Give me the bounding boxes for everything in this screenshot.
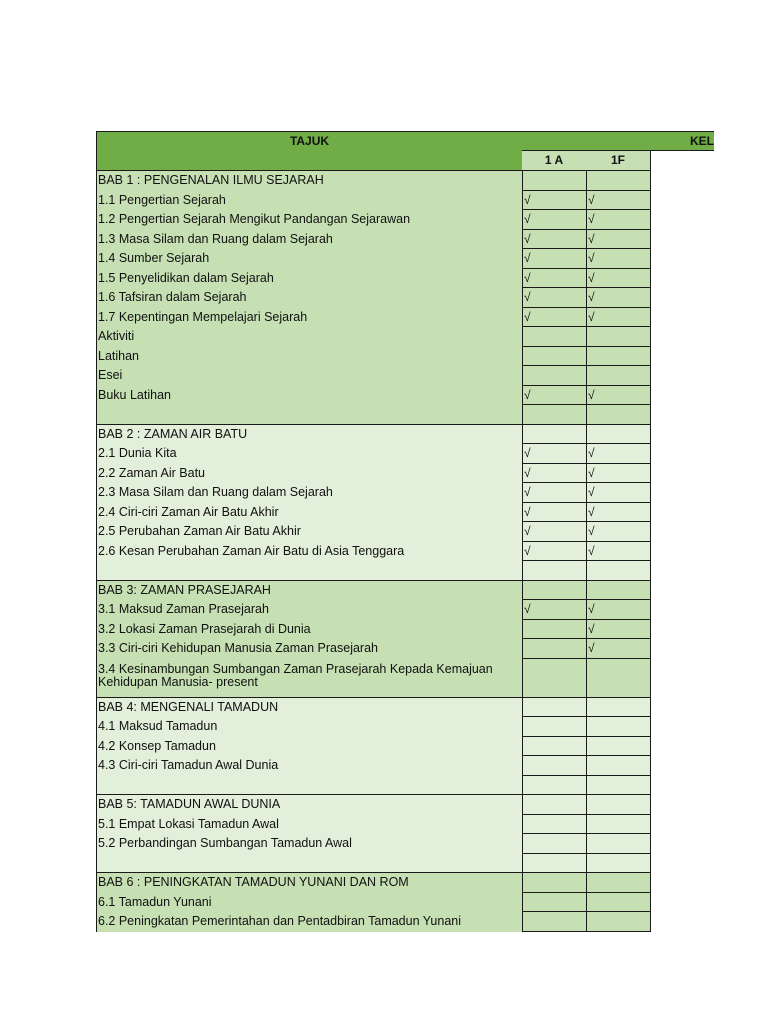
header-kelas-label: KEL bbox=[690, 134, 714, 148]
class-1a-cell[interactable] bbox=[522, 620, 587, 640]
topic-cell[interactable] bbox=[96, 405, 523, 425]
table-row bbox=[96, 425, 651, 445]
class-1f-cell[interactable]: √ bbox=[586, 522, 651, 542]
class-1a-cell[interactable]: √ bbox=[522, 210, 587, 230]
class-1a-cell[interactable]: √ bbox=[522, 269, 587, 289]
table-row bbox=[96, 815, 651, 835]
class-1f-cell[interactable] bbox=[586, 171, 651, 191]
table-row bbox=[96, 873, 651, 893]
table-row bbox=[96, 464, 651, 484]
topic-cell[interactable]: 4.3 Ciri-ciri Tamadun Awal Dunia bbox=[96, 756, 523, 776]
class-1f-cell[interactable] bbox=[586, 834, 651, 854]
class-1f-cell[interactable] bbox=[586, 698, 651, 718]
header-kelas[interactable] bbox=[522, 131, 714, 151]
table-row bbox=[96, 249, 651, 269]
topic-cell[interactable]: 2.5 Perubahan Zaman Air Batu Akhir bbox=[96, 522, 523, 542]
class-1f-cell[interactable] bbox=[586, 912, 651, 932]
topic-cell[interactable]: Buku Latihan bbox=[96, 386, 523, 406]
class-1a-cell[interactable] bbox=[522, 171, 587, 191]
table-row bbox=[96, 795, 651, 815]
table-row bbox=[96, 269, 651, 289]
topic-cell[interactable]: 2.2 Zaman Air Batu bbox=[96, 464, 523, 484]
topic-cell[interactable]: Aktiviti bbox=[96, 327, 523, 347]
class-1a-cell[interactable]: √ bbox=[522, 522, 587, 542]
table-row bbox=[96, 405, 651, 425]
topic-cell[interactable]: 1.2 Pengertian Sejarah Mengikut Pandangan Sejarawan bbox=[96, 210, 523, 230]
class-1a-cell[interactable]: √ bbox=[522, 600, 587, 620]
table-row bbox=[96, 347, 651, 367]
class-1a-cell[interactable] bbox=[522, 327, 587, 347]
class-1a-cell[interactable] bbox=[522, 698, 587, 718]
topic-cell[interactable]: 1.3 Masa Silam dan Ruang dalam Sejarah bbox=[96, 230, 523, 250]
table-row bbox=[96, 308, 651, 328]
class-1f-cell[interactable]: √ bbox=[586, 288, 651, 308]
topic-cell[interactable]: 2.6 Kesan Perubahan Zaman Air Batu di Asia Tenggara bbox=[96, 542, 523, 562]
class-1a-cell[interactable] bbox=[522, 405, 587, 425]
topic-cell[interactable]: Latihan bbox=[96, 347, 523, 367]
class-1a-cell[interactable]: √ bbox=[522, 464, 587, 484]
table-row bbox=[96, 503, 651, 523]
table-row bbox=[96, 581, 651, 601]
table-row bbox=[96, 737, 651, 757]
topic-cell[interactable]: 3.4 Kesinambungan Sumbangan Zaman Prasejarah Kepada Kemajuan Kehidupan Manusia- present bbox=[96, 659, 523, 698]
class-1f-cell[interactable]: √ bbox=[586, 639, 651, 659]
table-row bbox=[96, 230, 651, 250]
topic-cell[interactable]: BAB 4: MENGENALI TAMADUN bbox=[96, 698, 523, 718]
topic-cell[interactable]: 6.2 Peningkatan Pemerintahan dan Pentadbiran Tamadun Yunani bbox=[96, 912, 523, 932]
table-row bbox=[96, 659, 651, 698]
class-1a-cell[interactable] bbox=[522, 795, 587, 815]
class-1f-cell[interactable]: √ bbox=[586, 230, 651, 250]
class-1a-cell[interactable]: √ bbox=[522, 191, 587, 211]
topic-cell[interactable]: BAB 3: ZAMAN PRASEJARAH bbox=[96, 581, 523, 601]
topic-cell[interactable]: 5.2 Perbandingan Sumbangan Tamadun Awal bbox=[96, 834, 523, 854]
class-1f-cell[interactable]: √ bbox=[586, 542, 651, 562]
topic-cell[interactable]: 2.3 Masa Silam dan Ruang dalam Sejarah bbox=[96, 483, 523, 503]
topic-cell[interactable]: 1.1 Pengertian Sejarah bbox=[96, 191, 523, 211]
class-1a-cell[interactable] bbox=[522, 737, 587, 757]
class-1f-cell[interactable]: √ bbox=[586, 210, 651, 230]
table-row bbox=[96, 776, 651, 796]
topic-cell[interactable] bbox=[96, 561, 523, 581]
class-1a-cell[interactable]: √ bbox=[522, 503, 587, 523]
class-1f-cell[interactable] bbox=[586, 581, 651, 601]
class-1a-cell[interactable]: √ bbox=[522, 249, 587, 269]
class-1a-cell[interactable]: √ bbox=[522, 386, 587, 406]
table-row bbox=[96, 854, 651, 874]
topic-cell[interactable]: BAB 6 : PENINGKATAN TAMADUN YUNANI DAN ROM bbox=[96, 873, 523, 893]
class-1a-cell[interactable] bbox=[522, 581, 587, 601]
class-1a-cell[interactable] bbox=[522, 659, 587, 698]
topic-cell[interactable]: BAB 1 : PENGENALAN ILMU SEJARAH bbox=[96, 171, 523, 191]
table-row bbox=[96, 698, 651, 718]
class-1a-cell[interactable]: √ bbox=[522, 288, 587, 308]
class-1a-cell[interactable] bbox=[522, 854, 587, 874]
table-row bbox=[96, 288, 651, 308]
class-1a-cell[interactable] bbox=[522, 756, 587, 776]
table-row bbox=[96, 542, 651, 562]
table-row bbox=[96, 522, 651, 542]
class-1f-cell[interactable]: √ bbox=[586, 503, 651, 523]
class-1f-cell[interactable]: √ bbox=[586, 464, 651, 484]
topic-cell[interactable]: 1.4 Sumber Sejarah bbox=[96, 249, 523, 269]
class-1f-cell[interactable]: √ bbox=[586, 249, 651, 269]
topic-cell[interactable]: 6.1 Tamadun Yunani bbox=[96, 893, 523, 913]
class-1a-cell[interactable] bbox=[522, 717, 587, 737]
topic-cell[interactable]: 3.2 Lokasi Zaman Prasejarah di Dunia bbox=[96, 620, 523, 640]
class-1f-cell[interactable] bbox=[586, 776, 651, 796]
class-1f-cell[interactable] bbox=[586, 659, 651, 698]
header-col-1a[interactable]: 1 A bbox=[522, 151, 587, 171]
class-1a-cell[interactable] bbox=[522, 561, 587, 581]
class-1a-cell[interactable] bbox=[522, 347, 587, 367]
class-1f-cell[interactable] bbox=[586, 405, 651, 425]
table-row bbox=[96, 893, 651, 913]
class-1f-cell[interactable] bbox=[586, 815, 651, 835]
class-1a-cell[interactable] bbox=[522, 873, 587, 893]
class-1f-cell[interactable] bbox=[586, 756, 651, 776]
topic-cell[interactable]: 4.2 Konsep Tamadun bbox=[96, 737, 523, 757]
header-tajuk[interactable]: TAJUK bbox=[96, 131, 523, 171]
topic-cell[interactable] bbox=[96, 776, 523, 796]
header-col-1f[interactable]: 1F bbox=[586, 151, 651, 171]
table-row bbox=[96, 717, 651, 737]
class-1f-cell[interactable] bbox=[586, 327, 651, 347]
table-row bbox=[96, 834, 651, 854]
table-row bbox=[96, 756, 651, 776]
class-1f-cell[interactable]: √ bbox=[586, 444, 651, 464]
table-row bbox=[96, 620, 651, 640]
class-1f-cell[interactable] bbox=[586, 873, 651, 893]
class-1f-cell[interactable]: √ bbox=[586, 269, 651, 289]
table-row bbox=[96, 912, 651, 932]
table-row bbox=[96, 444, 651, 464]
table-row bbox=[96, 386, 651, 406]
topic-cell[interactable]: 2.1 Dunia Kita bbox=[96, 444, 523, 464]
class-1a-cell[interactable] bbox=[522, 912, 587, 932]
topic-cell[interactable]: 1.7 Kepentingan Mempelajari Sejarah bbox=[96, 308, 523, 328]
topic-cell[interactable]: BAB 5: TAMADUN AWAL DUNIA bbox=[96, 795, 523, 815]
topic-cell[interactable]: 1.6 Tafsiran dalam Sejarah bbox=[96, 288, 523, 308]
table-row bbox=[96, 171, 651, 191]
table-row bbox=[96, 366, 651, 386]
class-1a-cell[interactable] bbox=[522, 639, 587, 659]
table-row bbox=[96, 600, 651, 620]
class-1f-cell[interactable]: √ bbox=[586, 386, 651, 406]
table-row bbox=[96, 483, 651, 503]
class-1a-cell[interactable]: √ bbox=[522, 308, 587, 328]
class-1f-cell[interactable] bbox=[586, 854, 651, 874]
table-row bbox=[96, 639, 651, 659]
class-1a-cell[interactable] bbox=[522, 366, 587, 386]
class-1f-cell[interactable]: √ bbox=[586, 191, 651, 211]
class-1f-cell[interactable] bbox=[586, 717, 651, 737]
table-row bbox=[96, 327, 651, 347]
topic-cell[interactable]: 3.3 Ciri-ciri Kehidupan Manusia Zaman Prasejarah bbox=[96, 639, 523, 659]
class-1f-cell[interactable] bbox=[586, 425, 651, 445]
class-1a-cell[interactable]: √ bbox=[522, 483, 587, 503]
class-1a-cell[interactable] bbox=[522, 834, 587, 854]
topic-cell[interactable]: 4.1 Maksud Tamadun bbox=[96, 717, 523, 737]
class-1f-cell[interactable]: √ bbox=[586, 483, 651, 503]
topic-cell[interactable]: Esei bbox=[96, 366, 523, 386]
topic-cell[interactable] bbox=[96, 854, 523, 874]
table-row bbox=[96, 191, 651, 211]
class-1a-cell[interactable]: √ bbox=[522, 230, 587, 250]
class-1f-cell[interactable] bbox=[586, 795, 651, 815]
topic-cell[interactable]: BAB 2 : ZAMAN AIR BATU bbox=[96, 425, 523, 445]
class-1a-cell[interactable] bbox=[522, 893, 587, 913]
class-1f-cell[interactable]: √ bbox=[586, 620, 651, 640]
class-1f-cell[interactable] bbox=[586, 737, 651, 757]
topic-cell[interactable]: 3.1 Maksud Zaman Prasejarah bbox=[96, 600, 523, 620]
table-body bbox=[96, 171, 651, 932]
class-1f-cell[interactable] bbox=[586, 347, 651, 367]
topic-cell[interactable]: 5.1 Empat Lokasi Tamadun Awal bbox=[96, 815, 523, 835]
class-1a-cell[interactable]: √ bbox=[522, 542, 587, 562]
class-1a-cell[interactable] bbox=[522, 815, 587, 835]
topic-cell[interactable]: 2.4 Ciri-ciri Zaman Air Batu Akhir bbox=[96, 503, 523, 523]
table-row bbox=[96, 210, 651, 230]
class-1f-cell[interactable] bbox=[586, 366, 651, 386]
class-1a-cell[interactable] bbox=[522, 776, 587, 796]
class-1f-cell[interactable]: √ bbox=[586, 600, 651, 620]
class-1f-cell[interactable] bbox=[586, 893, 651, 913]
class-1f-cell[interactable]: √ bbox=[586, 308, 651, 328]
class-1a-cell[interactable] bbox=[522, 425, 587, 445]
table-row bbox=[96, 561, 651, 581]
class-1a-cell[interactable]: √ bbox=[522, 444, 587, 464]
class-1f-cell[interactable] bbox=[586, 561, 651, 581]
topic-cell[interactable]: 1.5 Penyelidikan dalam Sejarah bbox=[96, 269, 523, 289]
